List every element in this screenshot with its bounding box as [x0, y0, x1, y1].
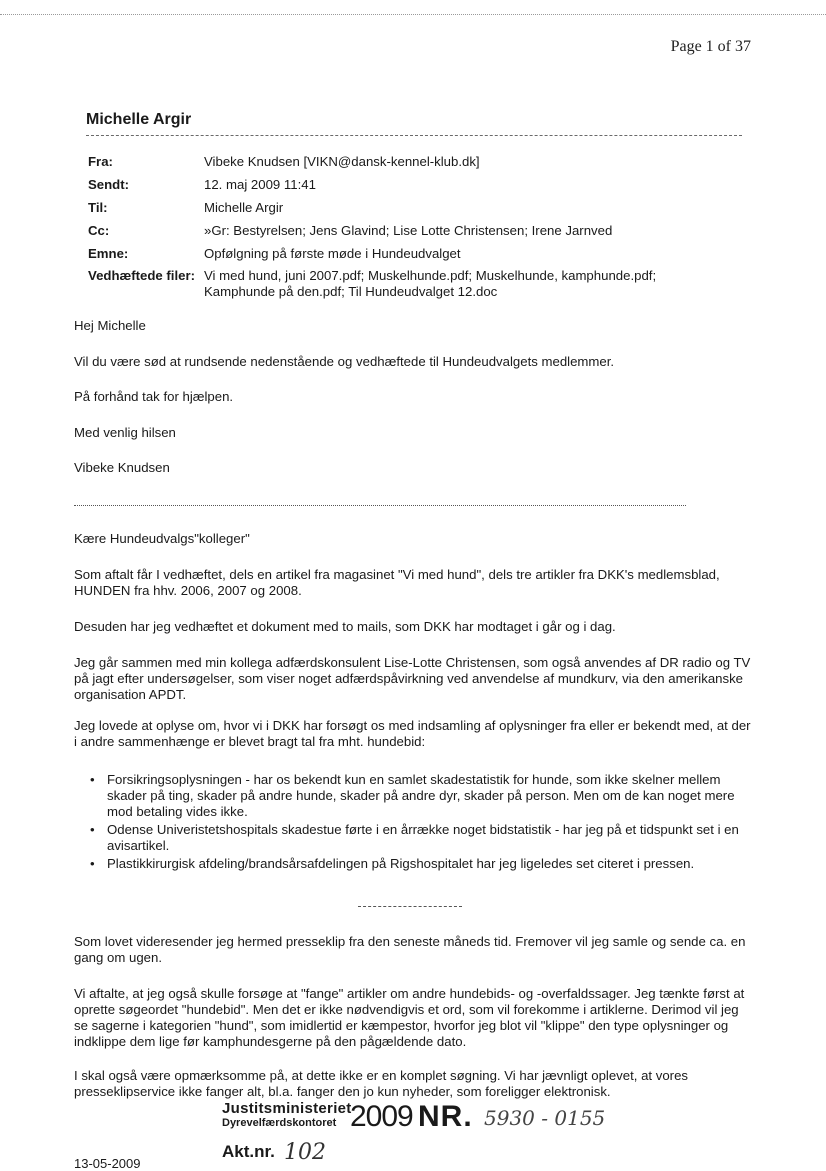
closing: Med venlig hilsen — [74, 425, 176, 440]
forward-separator — [74, 505, 686, 506]
ministry-name: Justitsministeriet — [222, 1100, 352, 1117]
to-value: Michelle Argir — [204, 200, 284, 215]
list-item — [90, 772, 750, 820]
paragraph-disclaimer: I skal også være opmærksomme på, at dette ikke er en komplet søgning. Vi har jævnligt oplevet, at vores presseklipservice ikke fanger alt, bl.a. fanger den jo kun nyheder, som foreligger elektronisk. — [74, 1068, 688, 1099]
bullet-icon: • — [90, 856, 95, 871]
paragraph-mails: Desuden har jeg vedhæftet et dokument med to mails, som DKK har modtaget i går og i dag. — [74, 619, 616, 634]
paragraph-press-clips: Som lovet videresender jeg hermed presseklip fra den seneste måneds tid. Fremover vil jeg samle og sende ca. en gang om ugen. — [74, 934, 746, 965]
page-top-dotted-edge — [0, 14, 826, 15]
to-row — [88, 196, 694, 219]
stamp-year: 2009 — [350, 1100, 413, 1133]
page-number: Page 1 of 37 — [670, 38, 751, 55]
from-label: Fra: — [88, 154, 113, 169]
paragraph-apdt: Jeg går sammen med min kollega adfærdskonsulent Lise-Lotte Christensen, som også anvendes af DR radio og TV på jagt efter undersøgelser, som viser noget adfærdspåvirkning ved anvendelse af mundkurv, via den amerikanske organisation APDT. — [74, 655, 751, 702]
cc-value: »Gr: Bestyrelsen; Jens Glavind; Lise Lotte Christensen; Irene Jarnved — [204, 223, 613, 238]
office-name: Dyrevelfærdskontoret — [222, 1117, 337, 1129]
akt-label: Akt.nr. — [222, 1142, 275, 1161]
subject-row — [88, 242, 694, 265]
attachments-label: Vedhæftede filer: — [88, 268, 195, 283]
mailbox-owner-name: Michelle Argir — [86, 111, 192, 128]
paragraph-search-terms: Vi aftalte, at jeg også skulle forsøge at "fange" artikler om andre hundebids- og -overfaldssager. Jeg tænkte først at oprette søgeordet "hundebid". Men det er ikke nødvendigvis et ord, som vil forekomme i artiklerne. Derimod vil jeg se sagerne i kategorien "hund", som imidlertid er kæmpestor, hvorfor jeg blot vil "klippe" den type oplysninger og indklippe dem lige før kamphundesgerne på den pågældende dato. — [74, 986, 745, 1049]
section-separator — [358, 906, 462, 907]
sent-label: Sendt: — [88, 177, 130, 192]
cc-row — [88, 219, 694, 242]
salutation: Kære Hundeudvalgs"kolleger" — [74, 531, 250, 546]
bullet-icon: • — [90, 772, 95, 787]
stamp-case-number: 5930 - 0155 — [484, 1106, 606, 1130]
greeting: Hej Michelle — [74, 318, 146, 333]
attachments-row — [88, 265, 694, 300]
ministry-stamp — [222, 1102, 352, 1130]
bullet-icon: • — [90, 822, 95, 837]
list-item-text: Forsikringsoplysningen - har os bekendt kun en samlet skadestatistik for hunde, som ikke skelner mellem skader på ting, skader på andre hunde, skader på andre dyr, skader på person. Men om de kan noget mere mod betaling vides ikke. — [107, 772, 735, 819]
email-header — [88, 150, 694, 300]
paragraph-statistics-intro: Jeg lovede at oplyse om, hvor vi i DKK har forsøgt os med indsamling af oplysninger fra eller er bekendt med, at der i andre sammenhænge er blevet bragt tal fra mht. hundebid: — [74, 718, 751, 749]
paragraph-request: Vil du være sød at rundsende nedenstående og vedhæftede til Hundeudvalgets medlemmer. — [74, 354, 615, 369]
akt-number: 102 — [284, 1140, 326, 1165]
stamp-nr-label: NR. — [418, 1100, 473, 1133]
sent-row — [88, 173, 694, 196]
footer-date: 13-05-2009 — [74, 1156, 141, 1171]
header-divider — [86, 135, 742, 136]
attachments-value: Vi med hund, juni 2007.pdf; Muskelhunde.pdf; Muskelhunde, kamphunde.pdf; Kamphunde på den.pdf; Til Hundeudvalget 12.doc — [204, 268, 657, 299]
paragraph-thanks: På forhånd tak for hjælpen. — [74, 389, 234, 404]
list-item-text: Plastikkirurgisk afdeling/brandsårsafdelingen på Rigshospitalet har jeg ligeledes set citeret i pressen. — [107, 856, 695, 871]
from-row — [88, 150, 694, 173]
list-item — [90, 856, 750, 872]
paragraph-attachments: Som aftalt får I vedhæftet, dels en artikel fra magasinet "Vi med hund", dels tre artikler fra DKK's medlemsblad, HUNDEN fra hhv. 2006, 2007 og 2008. — [74, 567, 720, 598]
to-label: Til: — [88, 200, 108, 215]
list-item-text: Odense Univeristetshospitals skadestue førte i en årrække noget bidstatistik - har jeg på et tidspunkt set i en avisartikel. — [107, 822, 739, 853]
signature-name: Vibeke Knudsen — [74, 460, 170, 475]
statistics-list — [90, 772, 750, 874]
subject-label: Emne: — [88, 246, 129, 261]
from-value: Vibeke Knudsen [VIKN@dansk-kennel-klub.dk] — [204, 154, 480, 169]
sent-value: 12. maj 2009 11:41 — [204, 177, 316, 192]
list-item — [90, 822, 750, 854]
cc-label: Cc: — [88, 223, 110, 238]
subject-value: Opfølgning på første møde i Hundeudvalget — [204, 246, 461, 261]
